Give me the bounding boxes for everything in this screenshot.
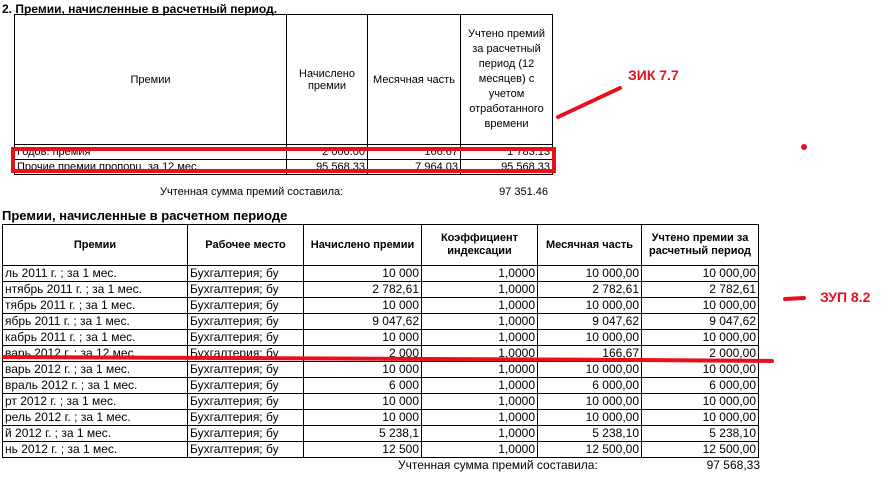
- counted-value: 10 000,00: [642, 394, 759, 410]
- header-accrued: Начислено премии: [304, 225, 422, 266]
- period-label: рт 2012 г. ; за 1 мес.: [5, 394, 117, 408]
- workplace-cell: Бухгалтерия; бу: [188, 426, 304, 442]
- workplace-cell: Бухгалтерия; бу: [188, 314, 304, 330]
- section1-total-label: Учтенная сумма премий составила:: [160, 186, 344, 198]
- monthly-value: 166.67: [368, 145, 461, 160]
- counted-value: 10 000,00: [642, 410, 759, 426]
- period-label: ябрь 2011 г. ; за 1 мес.: [5, 314, 130, 328]
- monthly-value: 12 500,00: [538, 442, 642, 458]
- bonus-name: Годов. премия: [15, 145, 287, 160]
- counted-value: 2 782,61: [642, 282, 759, 298]
- accrued-value: 95 568.33: [287, 160, 368, 175]
- monthly-value: 10 000,00: [538, 330, 642, 346]
- counted-value: 5 238,10: [642, 426, 759, 442]
- workplace-cell: Бухгалтерия; бу: [188, 330, 304, 346]
- period-label: варь 2012 г. ; за 12 мес.: [5, 346, 137, 360]
- index-coefficient-value: 1,0000: [422, 346, 538, 362]
- header-accrued: Начислено премии: [287, 15, 368, 145]
- period-label: кабрь 2011 г. ; за 1 мес.: [5, 330, 136, 344]
- accrued-value: 5 238,1: [304, 426, 422, 442]
- header-counted: Учтено премий за расчетный период (12 месяцев) с учетом отработанного времени: [461, 15, 553, 145]
- counted-value: 1 783.13: [461, 145, 553, 160]
- monthly-value: 2 782,61: [538, 282, 642, 298]
- accrued-value: 10 000: [304, 330, 422, 346]
- header-monthly: Месячная часть: [538, 225, 642, 266]
- bonus-name: Прочие премии пропорц. за 12 мес.: [15, 160, 287, 175]
- annotation-label-zup: ЗУП 8.2: [820, 289, 871, 305]
- monthly-value: 10 000,00: [538, 410, 642, 426]
- index-coefficient-value: 1,0000: [422, 426, 538, 442]
- accrued-value: 10 000: [304, 362, 422, 378]
- index-coefficient-value: 1,0000: [422, 266, 538, 282]
- monthly-value: 7 964.03: [368, 160, 461, 175]
- accrued-value: 6 000: [304, 378, 422, 394]
- header-workplace: Рабочее место: [188, 225, 304, 266]
- accrued-value: 10 000: [304, 298, 422, 314]
- counted-value: 12 500,00: [642, 442, 759, 458]
- workplace-cell: Бухгалтерия; бу: [188, 378, 304, 394]
- annotation-label-zik: ЗИК 7.7: [628, 67, 679, 83]
- index-coefficient-value: 1,0000: [422, 394, 538, 410]
- section2-title: Премии, начисленные в расчетном периоде: [2, 208, 288, 223]
- index-coefficient-value: 1,0000: [422, 330, 538, 346]
- monthly-value: 5 238,10: [538, 426, 642, 442]
- monthly-value: 10 000,00: [538, 362, 642, 378]
- highlight-line-jan-2012: [4, 357, 772, 361]
- section2-total-value: 97 568,33: [706, 458, 760, 472]
- section1-title: 2. Премии, начисленные в расчетный период.: [2, 2, 278, 16]
- index-coefficient-value: 1,0000: [422, 298, 538, 314]
- period-label: й 2012 г. ; за 1 мес.: [5, 426, 112, 440]
- highlight-box-annual-bonus: [13, 149, 554, 171]
- period-label: враль 2012 г. ; за 1 мес.: [5, 378, 138, 392]
- index-coefficient-value: 1,0000: [422, 362, 538, 378]
- counted-value: 9 047,62: [642, 314, 759, 330]
- period-label: нтябрь 2011 г. ; за 1 мес.: [5, 282, 142, 296]
- index-coefficient-value: 1,0000: [422, 378, 538, 394]
- workplace-cell: Бухгалтерия; бу: [188, 442, 304, 458]
- accrued-value: 12 500: [304, 442, 422, 458]
- counted-value: 10 000,00: [642, 266, 759, 282]
- counted-value: 10 000,00: [642, 330, 759, 346]
- period-label: тябрь 2011 г. ; за 1 мес.: [5, 298, 136, 312]
- workplace-cell: Бухгалтерия; бу: [188, 298, 304, 314]
- counted-value: 95 568.33: [461, 160, 553, 175]
- workplace-cell: Бухгалтерия; бу: [188, 266, 304, 282]
- annotation-dot: [801, 144, 807, 150]
- workplace-cell: Бухгалтерия; бу: [188, 282, 304, 298]
- accrued-value: 2 000: [304, 346, 422, 362]
- accrued-value: 10 000: [304, 410, 422, 426]
- workplace-cell: Бухгалтерия; бу: [188, 346, 304, 362]
- annotation-stroke-zup: [785, 298, 804, 299]
- period-label: нь 2012 г. ; за 1 мес.: [5, 442, 118, 456]
- workplace-cell: Бухгалтерия; бу: [188, 362, 304, 378]
- header-bonuses: Премии: [15, 15, 287, 145]
- monthly-value: 10 000,00: [538, 298, 642, 314]
- index-coefficient-value: 1,0000: [422, 410, 538, 426]
- counted-value: 6 000,00: [642, 378, 759, 394]
- monthly-value: 166,67: [538, 346, 642, 362]
- monthly-value: 10 000,00: [538, 394, 642, 410]
- section2-total-label: Учтенная сумма премий составила:: [398, 458, 598, 472]
- index-coefficient-value: 1,0000: [422, 442, 538, 458]
- header-monthly: Месячная часть: [368, 15, 461, 145]
- index-coefficient-value: 1,0000: [422, 314, 538, 330]
- header-index-coefficient: Коэффициент индексации: [422, 225, 538, 266]
- accrued-value: 10 000: [304, 266, 422, 282]
- index-coefficient-value: 1,0000: [422, 282, 538, 298]
- workplace-cell: Бухгалтерия; бу: [188, 394, 304, 410]
- period-label: рель 2012 г. ; за 1 мес.: [5, 410, 131, 424]
- section1-total-value: 97 351.46: [499, 186, 548, 198]
- accrued-value: 2 000.00: [287, 145, 368, 160]
- accrued-value: 10 000: [304, 394, 422, 410]
- monthly-value: 10 000,00: [538, 266, 642, 282]
- monthly-value: 9 047,62: [538, 314, 642, 330]
- monthly-value: 6 000,00: [538, 378, 642, 394]
- workplace-cell: Бухгалтерия; бу: [188, 410, 304, 426]
- header-bonuses: Премии: [3, 225, 188, 266]
- period-label: варь 2012 г. ; за 1 мес.: [5, 362, 131, 376]
- period-label: ль 2011 г. ; за 1 мес.: [5, 266, 117, 280]
- counted-value: 10 000,00: [642, 298, 759, 314]
- accrued-value: 2 782,61: [304, 282, 422, 298]
- counted-value: 2 000,00: [642, 346, 759, 362]
- header-counted: Учтено премии за расчетный период: [642, 225, 759, 266]
- annotation-stroke-zik: [558, 88, 620, 117]
- counted-value: 10 000,00: [642, 362, 759, 378]
- accrued-value: 9 047,62: [304, 314, 422, 330]
